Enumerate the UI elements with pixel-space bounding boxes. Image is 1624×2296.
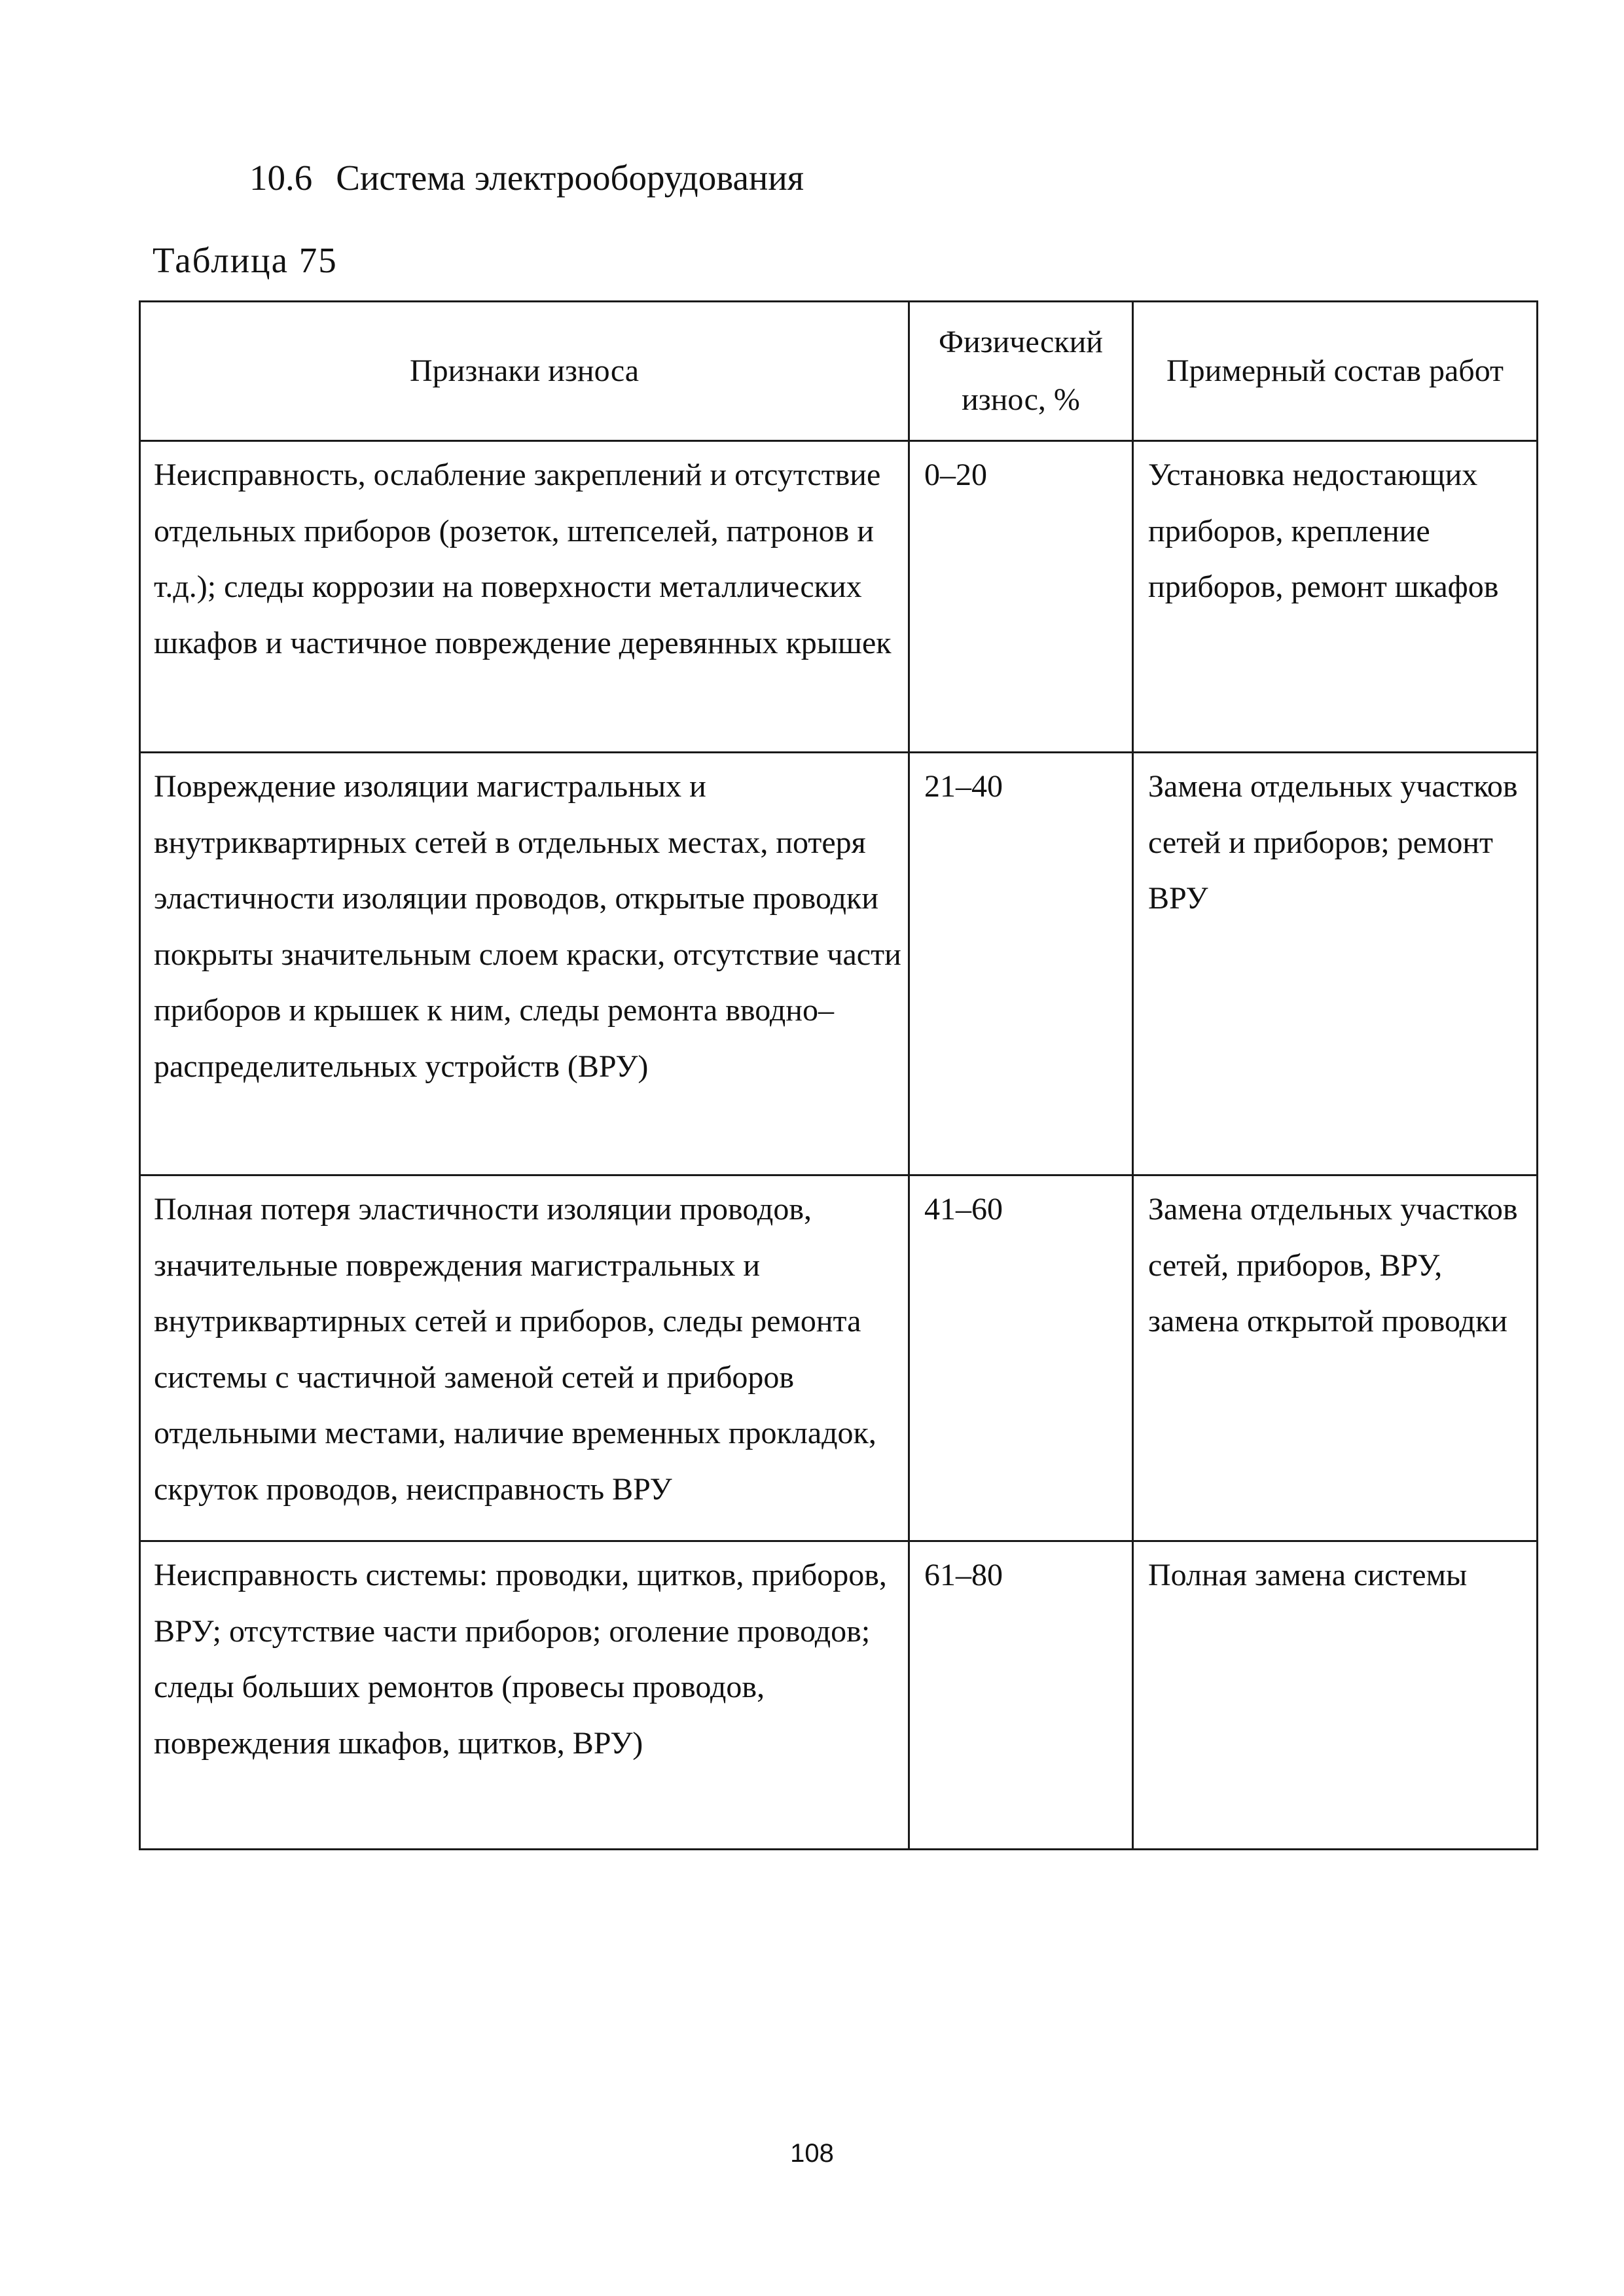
header-wear: Физический износ, % (909, 302, 1133, 441)
table-row (140, 441, 1538, 753)
cell-signs: Повреждение изоляции магистральных и внутриквартирных сетей в отдельных местах, потеря эластичности изоляции проводов, открытые проводки покрыты значительным слоем краски, отсутствие части приборов и крышек к ним, следы ремонта вводно–распределительных устройств (ВРУ) (140, 753, 909, 1175)
cell-wear: 21–40 (909, 753, 1133, 1175)
section-heading (249, 152, 804, 204)
wear-table (139, 300, 1538, 1850)
section-title: Система электрооборудования (336, 158, 804, 198)
cell-works: Замена отдельных участков сетей и приборов; ремонт ВРУ (1133, 753, 1538, 1175)
cell-wear: 0–20 (909, 441, 1133, 753)
header-signs: Признаки износа (140, 302, 909, 441)
cell-works: Установка недостающих приборов, крепление приборов, ремонт шкафов (1133, 441, 1538, 753)
section-number: 10.6 (249, 158, 313, 198)
cell-works: Полная замена системы (1133, 1541, 1538, 1850)
cell-wear: 41–60 (909, 1175, 1133, 1541)
cell-signs: Неисправность системы: проводки, щитков, приборов, ВРУ; отсутствие части приборов; оголение проводов; следы больших ремонтов (провесы проводов, повреждения шкафов, щитков, ВРУ) (140, 1541, 909, 1850)
cell-signs: Полная потеря эластичности изоляции проводов, значительные повреждения магистральных и внутриквартирных сетей и приборов, следы ремонта системы с частичной заменой сетей и приборов отдельными местами, наличие временных прокладок, скруток проводов, неисправность ВРУ (140, 1175, 909, 1541)
header-works: Примерный состав работ (1133, 302, 1538, 441)
table-row (140, 1175, 1538, 1541)
cell-signs: Неисправность, ослабление закреплений и отсутствие отдельных приборов (розеток, штепселей, патронов и т.д.); следы коррозии на поверхности металлических шкафов и частичное повреждение деревянных крышек (140, 441, 909, 753)
table-row (140, 1541, 1538, 1850)
page-number: 108 (790, 2139, 834, 2168)
table-caption: Таблица 75 (153, 240, 338, 280)
table-header-row (140, 302, 1538, 441)
cell-wear: 61–80 (909, 1541, 1133, 1850)
cell-works: Замена отдельных участков сетей, приборов, ВРУ, замена открытой проводки (1133, 1175, 1538, 1541)
table-row (140, 753, 1538, 1175)
